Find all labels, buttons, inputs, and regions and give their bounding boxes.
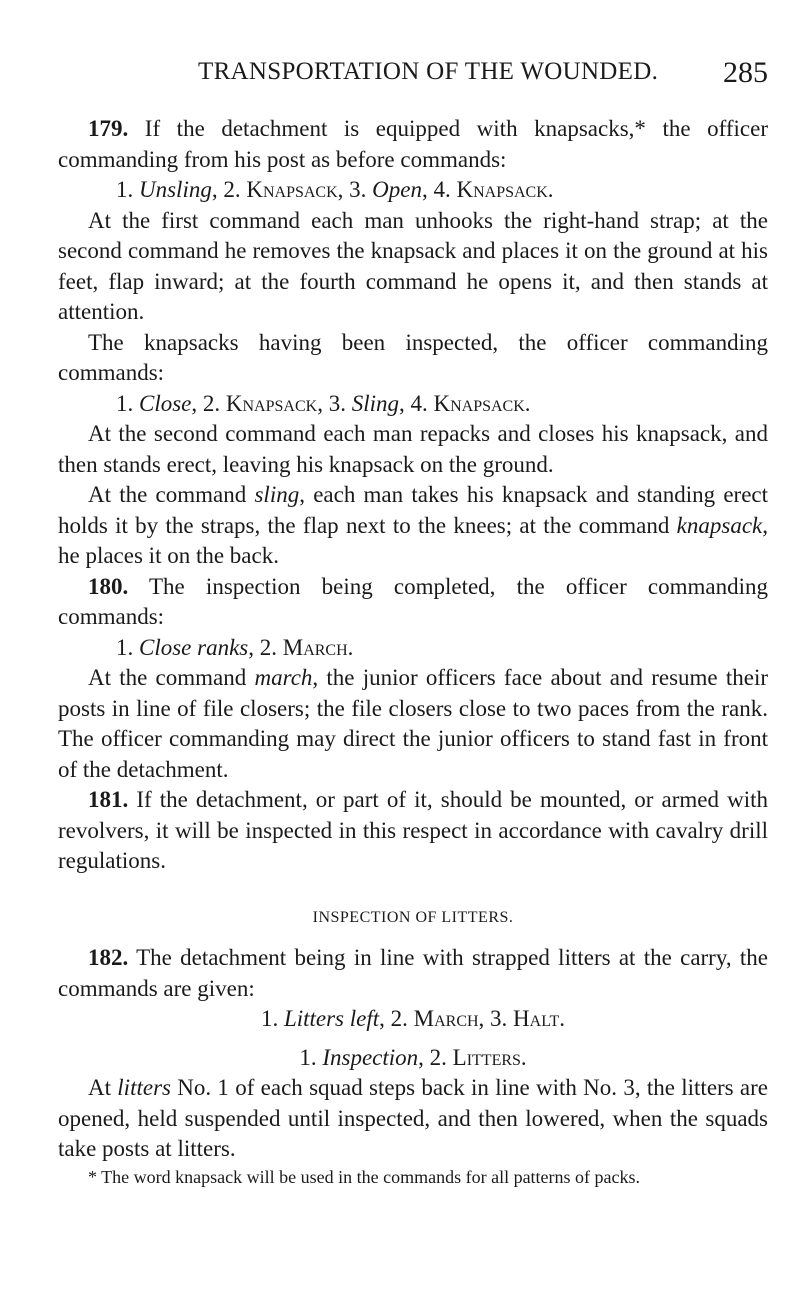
cmd-word: Knapsack — [225, 390, 318, 416]
paragraph-first-command: At the first command each man unhooks the right-hand strap; at the second command he removes the knapsack and places it on the ground at his feet, flap inward; at the fourth command he opens it, and then stands at attention. — [58, 207, 768, 324]
cmd-num: 1. — [299, 1044, 323, 1070]
paragraph-180 — [58, 572, 768, 633]
page-header — [58, 56, 768, 96]
cmd-num: , 2. — [191, 390, 226, 416]
cmd-word: Halt. — [513, 1006, 566, 1031]
cmd-num: 1. — [116, 390, 139, 416]
paragraph-inspected: The knapsacks having been inspected, the officer commanding commands: — [58, 329, 768, 385]
page-body — [58, 114, 768, 1190]
cmd-word: Open — [372, 177, 422, 202]
cmd-word: Close ranks — [139, 634, 249, 660]
paragraph-number: 181. — [88, 787, 129, 812]
cmd-word: Knapsack. — [456, 177, 554, 202]
cmd-word: Knapsack. — [433, 390, 531, 416]
cmd-num: , 4. — [398, 390, 434, 416]
paragraph-179 — [58, 114, 768, 175]
text-run: At the command — [88, 665, 255, 690]
paragraph-number: 179. — [88, 116, 129, 141]
cmd-word: Sling — [351, 390, 399, 416]
command-line-unsling — [58, 175, 768, 206]
cmd-word: Unsling — [139, 177, 212, 202]
paragraph-litters — [58, 1073, 768, 1165]
text-run: At — [88, 1075, 118, 1100]
cmd-num: , 3. — [478, 1006, 514, 1031]
cmd-num: , 2. — [211, 177, 247, 202]
cmd-num: 1. — [260, 1006, 284, 1031]
paragraph-number: 182. — [88, 945, 129, 970]
paragraph-number: 180. — [88, 573, 129, 599]
text-run: , each man takes his knapsack and standing erect holds it by the straps, the flap next to the knees; at the command — [58, 482, 768, 538]
paragraph-182 — [58, 943, 768, 1004]
page-number: 285 — [723, 56, 768, 89]
cmd-word: Close — [139, 390, 192, 416]
paragraph-text: If the detachment is equipped with knapsacks,* the officer commanding from his post as before commands: — [58, 116, 768, 172]
cmd-word: Litters left — [283, 1006, 380, 1031]
cmd-num: , 2. — [379, 1006, 414, 1031]
footnote: * The word knapsack will be used in the commands for all patterns of packs. — [88, 1166, 641, 1187]
text-run-italic: litters — [117, 1075, 171, 1100]
cmd-word: Litters. — [452, 1044, 527, 1070]
command-line-close — [58, 389, 768, 420]
cmd-word: Inspection — [322, 1044, 419, 1070]
cmd-num: 1. — [116, 177, 139, 202]
paragraph-march — [58, 663, 768, 785]
text-run: , the junior officers face about and resume their posts in line of file closers; the file closers close to two paces from the rank. The officer commanding may direct the junior officers to stand fast in front of the detachment. — [58, 665, 769, 782]
cmd-num: , 2. — [418, 1044, 453, 1070]
cmd-num: , 3. — [317, 390, 352, 416]
cmd-word: Knapsack — [246, 177, 338, 202]
cmd-num: , 3. — [337, 177, 373, 202]
running-head: TRANSPORTATION OF THE WOUNDED. — [198, 58, 659, 85]
command-line-close-ranks — [58, 633, 768, 664]
cmd-num: , 4. — [421, 177, 457, 202]
text-run: At the command — [88, 482, 255, 507]
text-run: , he places it on the back. — [58, 512, 768, 568]
text-run-italic: march — [254, 665, 313, 690]
command-line-litters-left — [58, 1004, 768, 1035]
paragraph-text: The inspection being completed, the officer commanding commands: — [58, 573, 768, 629]
cmd-word: March. — [282, 634, 354, 660]
paragraph-second-command: At the second command each man repacks and closes his knapsack, and then stands erect, leaving his knapsack on the ground. — [58, 421, 768, 477]
cmd-word: March — [413, 1006, 479, 1031]
paragraph-181 — [58, 785, 768, 877]
paragraph-sling — [58, 480, 768, 572]
cmd-num: 1. — [116, 634, 139, 660]
cmd-num: , 2. — [248, 634, 283, 660]
paragraph-text: The detachment being in line with strapped litters at the carry, the commands are given: — [58, 945, 768, 1001]
paragraph-text: If the detachment, or part of it, should be mounted, or armed with revolvers, it will be inspected in this respect in accordance with cavalry drill regulations. — [58, 787, 768, 873]
text-run-italic: sling — [254, 482, 300, 507]
text-run-italic: knapsack — [676, 512, 763, 538]
text-run: No. 1 of each squad steps back in line with No. 3, the litters are opened, held suspended until inspected, and then lowered, when the squads take posts at litters. — [58, 1075, 769, 1161]
section-heading: INSPECTION OF LITTERS. — [312, 908, 514, 926]
command-line-inspection — [58, 1043, 768, 1074]
